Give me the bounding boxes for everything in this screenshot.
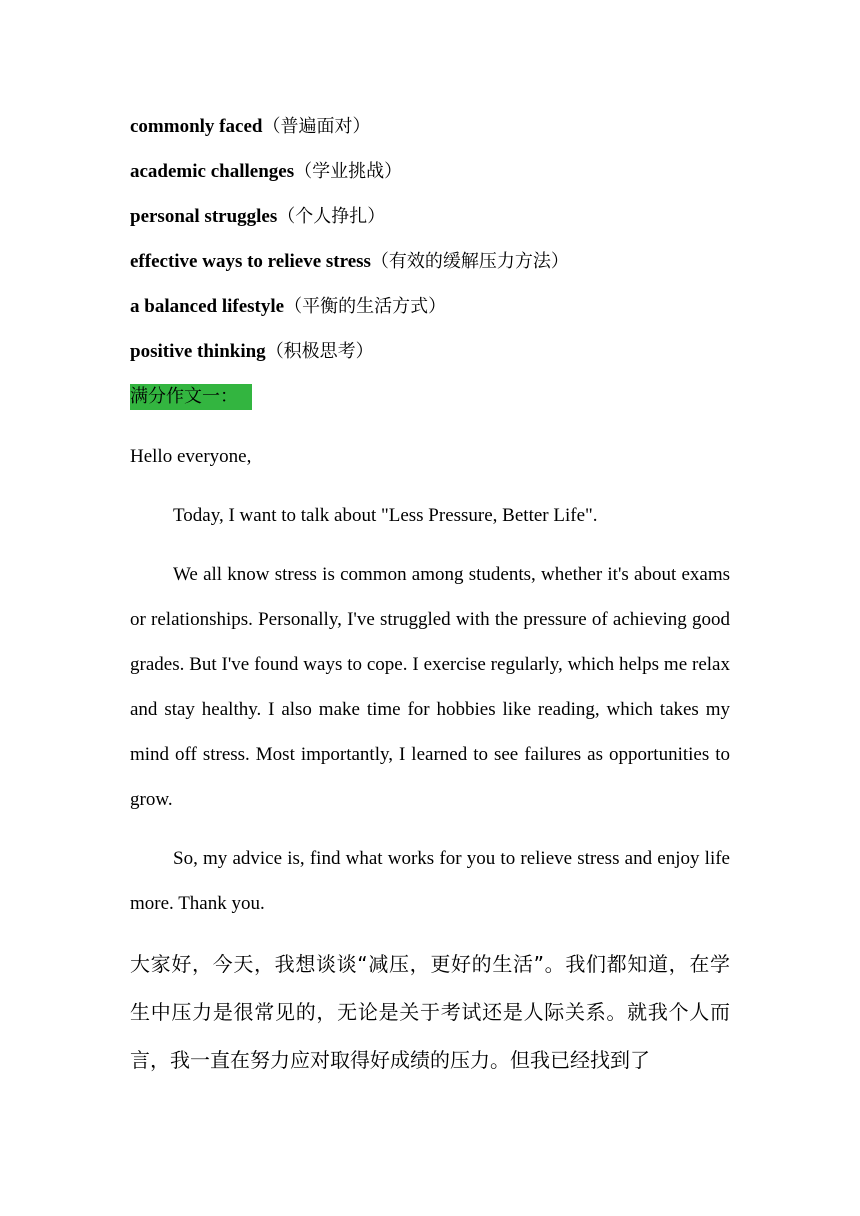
essay-paragraph: Today, I want to talk about "Less Pressure, Better Life". [173, 505, 598, 526]
vocab-english: academic challenges [130, 161, 295, 182]
vocab-english: a balanced lifestyle [130, 296, 285, 317]
vocab-chinese: （学业挑战） [294, 161, 403, 182]
essay-heading: 满分作文一： [130, 384, 252, 410]
vocab-item [130, 113, 370, 141]
essay-greeting: Hello everyone, [130, 446, 252, 467]
vocab-english: effective ways to relieve stress [130, 251, 371, 272]
vocab-chinese: （积极思考） [265, 341, 374, 362]
vocab-chinese: （平衡的生活方式） [284, 296, 447, 317]
essay-translation: 大家好，今天，我想谈谈“减压，更好的生活”。我们都知道，在学生中压力是很常见的，无论是关于考试还是人际关系。就我个人而言，我一直在努力应对取得好成绩的压力。但我已经找到了 [130, 952, 730, 1072]
vocab-item [130, 203, 385, 231]
essay-paragraph: We all know stress is common among students, whether it's about exams or relationships. Personally, I've struggled with the pressure of achieving good grades. But I've found ways to cope. I exercise regularly, which helps me relax and stay healthy. I also make time for hobbies like reading, which takes my mind off stress. Most importantly, I learned to see failures as opportunities to grow. [130, 564, 730, 810]
essay-paragraph: So, my advice is, find what works for you to relieve stress and enjoy life more. Thank you. [130, 848, 730, 914]
vocab-chinese: （有效的缓解压力方法） [370, 251, 569, 272]
vocab-item [130, 158, 402, 186]
vocab-item [130, 293, 446, 321]
vocab-chinese: （个人挣扎） [277, 206, 386, 227]
vocab-item [130, 338, 374, 366]
vocab-chinese: （普遍面对） [262, 116, 371, 137]
vocab-english: commonly faced [130, 116, 263, 137]
vocab-english: personal struggles [130, 206, 278, 227]
vocab-item [130, 248, 569, 276]
vocab-english: positive thinking [130, 341, 266, 362]
